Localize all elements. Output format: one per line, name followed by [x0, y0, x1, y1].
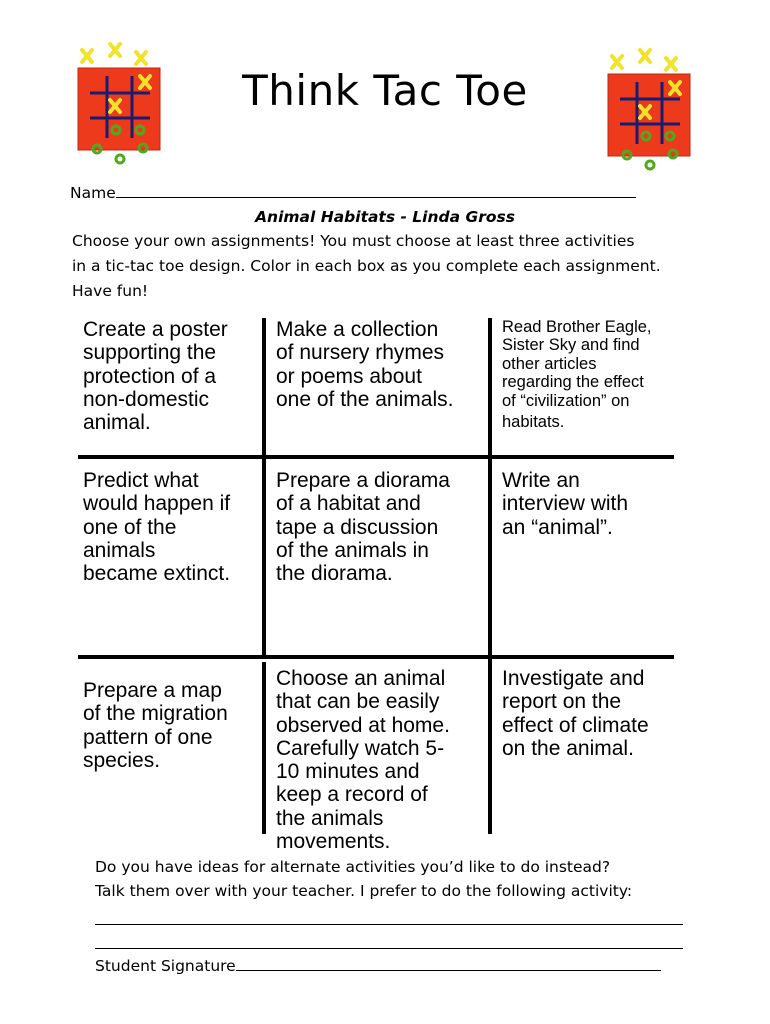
alternate-question: Talk them over with your teacher. I prefer to do the following activity:	[95, 882, 633, 900]
activity-text: of the migration	[83, 702, 228, 726]
activity-text: became extinct.	[83, 562, 231, 586]
activity-text: on the animal.	[502, 736, 634, 760]
name-field[interactable]	[70, 183, 636, 202]
answer-line[interactable]	[95, 924, 683, 925]
activity-text: Create a poster	[83, 318, 228, 341]
activity-text: protection of a	[83, 364, 217, 388]
grid-divider	[78, 455, 674, 459]
activity-text: Sister Sky and find	[502, 336, 640, 355]
activity-cell[interactable]	[502, 667, 649, 760]
activity-text: an “animal”.	[502, 515, 613, 539]
instruction-line: Choose your own assignments! You must choose at least three activities	[72, 232, 635, 250]
activity-text: other articles	[502, 354, 597, 373]
activity-cell[interactable]	[502, 469, 628, 539]
worksheet-subtitle: Animal Habitats - Linda Gross	[255, 208, 515, 226]
activity-text: Carefully watch 5-	[276, 736, 445, 760]
activity-text: Prepare a diorama	[276, 469, 450, 492]
activity-text: of nursery rhymes	[276, 341, 445, 365]
answer-line[interactable]	[95, 948, 683, 949]
activity-text: Predict what	[83, 469, 199, 492]
grid-divider	[488, 318, 492, 834]
activity-text: of the animals in	[276, 538, 429, 562]
name-blank[interactable]	[116, 183, 636, 198]
activity-cell[interactable]	[276, 667, 450, 853]
activity-cell[interactable]	[276, 469, 450, 585]
activity-text: regarding the effect	[502, 373, 644, 392]
activity-cell[interactable]	[83, 679, 228, 772]
signature-field[interactable]	[95, 956, 661, 975]
instruction-line: in a tic-tac toe design. Color in each box as you complete each assignment.	[72, 257, 661, 275]
activity-text: Choose an animal	[276, 667, 446, 690]
activity-text: effect of climate	[502, 713, 649, 737]
activity-text: tape a discussion	[276, 515, 439, 539]
activity-text: the diorama.	[276, 562, 393, 586]
activity-cell[interactable]	[276, 318, 453, 411]
activity-text: would happen if	[83, 492, 231, 516]
activity-text: of “civilization” on	[502, 391, 630, 410]
grid-divider	[78, 655, 674, 659]
activity-text: one of the animals.	[276, 387, 454, 411]
activity-text: of a habitat and	[276, 492, 421, 516]
page-title: Think Tac Toe	[242, 66, 528, 115]
activity-text: species.	[83, 748, 161, 772]
activity-text: the animals	[276, 806, 384, 830]
activity-text: 10 minutes and	[276, 760, 420, 784]
activity-text: keep a record of	[276, 783, 428, 807]
instruction-line: Have fun!	[72, 282, 149, 300]
grid-divider	[262, 662, 266, 834]
alternate-question: Do you have ideas for alternate activities you’d like to do instead?	[95, 858, 611, 876]
activity-text: Write an	[502, 469, 580, 492]
activity-text: interview with	[502, 492, 629, 516]
activity-text: Read Brother Eagle,	[502, 318, 652, 336]
activity-text: animal.	[83, 411, 151, 435]
activity-cell[interactable]	[83, 469, 230, 585]
activity-cell[interactable]	[502, 318, 652, 431]
activity-text: report on the	[502, 690, 622, 714]
activity-text: supporting the	[83, 341, 217, 365]
activity-text: or poems about	[276, 364, 422, 388]
activity-text: Prepare a map	[83, 679, 222, 702]
activity-text: Investigate and	[502, 667, 645, 690]
activity-text: that can be easily	[276, 690, 440, 714]
activity-text: observed at home.	[276, 713, 450, 737]
activity-text: pattern of one	[83, 725, 213, 749]
activity-text: animals	[83, 538, 156, 562]
signature-label: Student Signature	[95, 957, 236, 975]
activity-text: non-domestic	[83, 387, 210, 411]
grid-divider	[262, 318, 266, 658]
activity-text: habitats.	[502, 413, 565, 432]
activity-cell[interactable]	[83, 318, 228, 434]
activity-text: Make a collection	[276, 318, 439, 341]
activity-text: one of the	[83, 515, 177, 539]
name-label: Name	[70, 184, 116, 202]
activity-text: movements.	[276, 830, 391, 854]
signature-blank[interactable]	[236, 956, 661, 971]
